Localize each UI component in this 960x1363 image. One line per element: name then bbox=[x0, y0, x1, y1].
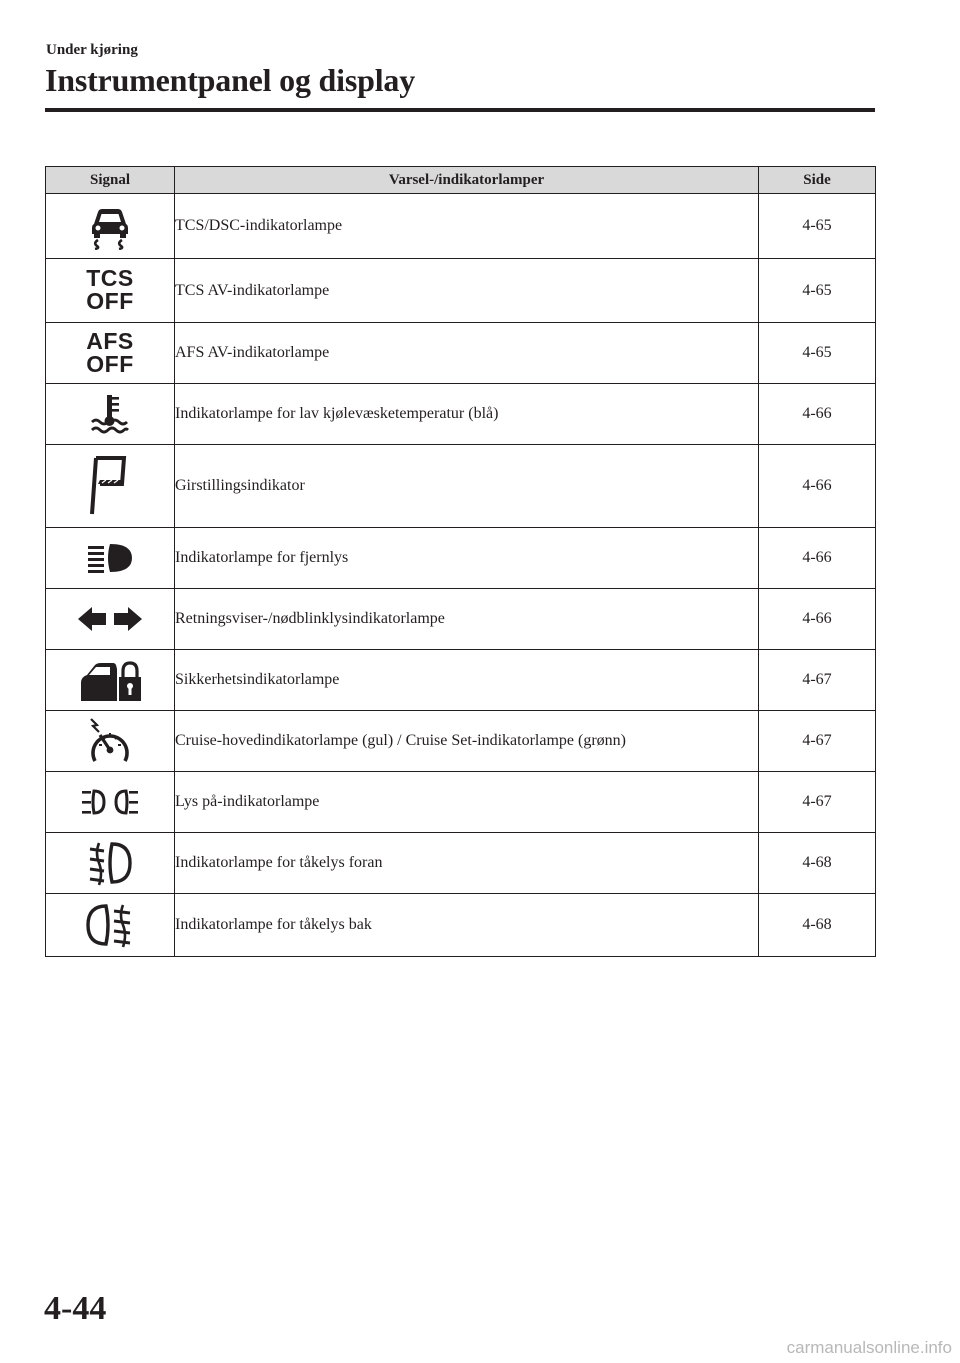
lamp-description: Indikatorlampe for fjernlys bbox=[175, 528, 759, 589]
signal-cell bbox=[46, 384, 175, 445]
lamp-description: Girstillingsindikator bbox=[175, 445, 759, 528]
signal-cell bbox=[46, 528, 175, 589]
icon-text-line: OFF bbox=[86, 350, 134, 377]
page-title: Instrumentpanel og display bbox=[45, 62, 415, 98]
section-label: Under kjøring bbox=[46, 42, 138, 58]
high-beam-icon bbox=[82, 540, 138, 576]
turn-signal-icon bbox=[76, 605, 144, 633]
rear-fog-icon bbox=[84, 901, 136, 949]
front-fog-icon bbox=[86, 839, 134, 887]
page-reference: 4-66 bbox=[759, 384, 876, 445]
page-reference: 4-67 bbox=[759, 711, 876, 772]
signal-cell bbox=[46, 194, 175, 259]
table-row bbox=[46, 323, 876, 384]
page-reference: 4-66 bbox=[759, 589, 876, 650]
table-header-row bbox=[46, 167, 876, 194]
page-number: 4-44 bbox=[44, 1290, 107, 1327]
table-row bbox=[46, 194, 876, 259]
watermark: carmanualsonline.info bbox=[786, 1338, 952, 1357]
title-rule bbox=[45, 108, 875, 112]
table-row bbox=[46, 259, 876, 323]
column-header-signal: Signal bbox=[46, 167, 175, 194]
icon-text-line: OFF bbox=[86, 288, 134, 314]
signal-cell bbox=[46, 772, 175, 833]
lamp-description: TCS AV-indikatorlampe bbox=[175, 259, 759, 323]
tcs-off-icon bbox=[86, 267, 134, 313]
lamp-description: Indikatorlampe for tåkelys bak bbox=[175, 894, 759, 957]
signal-cell bbox=[46, 445, 175, 528]
table-row bbox=[46, 528, 876, 589]
lamp-description: Cruise-hovedindikatorlampe (gul) / Cruise Set-indikatorlampe (grønn) bbox=[175, 711, 759, 772]
lamp-description: AFS AV-indikatorlampe bbox=[175, 323, 759, 384]
lamp-description: Lys på-indikatorlampe bbox=[175, 772, 759, 833]
indicator-table bbox=[45, 166, 876, 957]
security-icon bbox=[77, 657, 143, 703]
gear-position-icon bbox=[88, 454, 132, 518]
icon-text-line: AFS bbox=[86, 327, 134, 354]
signal-cell bbox=[46, 833, 175, 894]
page-reference: 4-67 bbox=[759, 650, 876, 711]
afs-off-icon bbox=[86, 327, 134, 377]
tcs-dsc-icon bbox=[86, 202, 134, 250]
page-reference: 4-68 bbox=[759, 894, 876, 957]
table-row bbox=[46, 711, 876, 772]
table-row bbox=[46, 833, 876, 894]
table-row bbox=[46, 445, 876, 528]
lamp-description: Indikatorlampe for lav kjølevæsketemperatur (blå) bbox=[175, 384, 759, 445]
table-row bbox=[46, 772, 876, 833]
column-header-lamps: Varsel-/indikatorlamper bbox=[175, 167, 759, 194]
lamp-description: Retningsviser-/nødblinklysindikatorlampe bbox=[175, 589, 759, 650]
table-row bbox=[46, 589, 876, 650]
lamp-description: Sikkerhetsindikatorlampe bbox=[175, 650, 759, 711]
cruise-control-icon bbox=[85, 717, 135, 765]
page-reference: 4-68 bbox=[759, 833, 876, 894]
signal-cell bbox=[46, 711, 175, 772]
coolant-temp-icon bbox=[86, 392, 134, 436]
table-row bbox=[46, 894, 876, 957]
page-reference: 4-67 bbox=[759, 772, 876, 833]
signal-cell bbox=[46, 894, 175, 957]
table-row bbox=[46, 384, 876, 445]
signal-cell bbox=[46, 323, 175, 384]
page-reference: 4-65 bbox=[759, 323, 876, 384]
column-header-page: Side bbox=[759, 167, 876, 194]
page-reference: 4-66 bbox=[759, 528, 876, 589]
lights-on-icon bbox=[80, 787, 140, 817]
signal-cell bbox=[46, 259, 175, 323]
page-reference: 4-65 bbox=[759, 194, 876, 259]
lamp-description: TCS/DSC-indikatorlampe bbox=[175, 194, 759, 259]
page-reference: 4-66 bbox=[759, 445, 876, 528]
signal-cell bbox=[46, 650, 175, 711]
lamp-description: Indikatorlampe for tåkelys foran bbox=[175, 833, 759, 894]
signal-cell bbox=[46, 589, 175, 650]
table-row bbox=[46, 650, 876, 711]
page-reference: 4-65 bbox=[759, 259, 876, 323]
icon-text-line: TCS bbox=[86, 265, 134, 291]
